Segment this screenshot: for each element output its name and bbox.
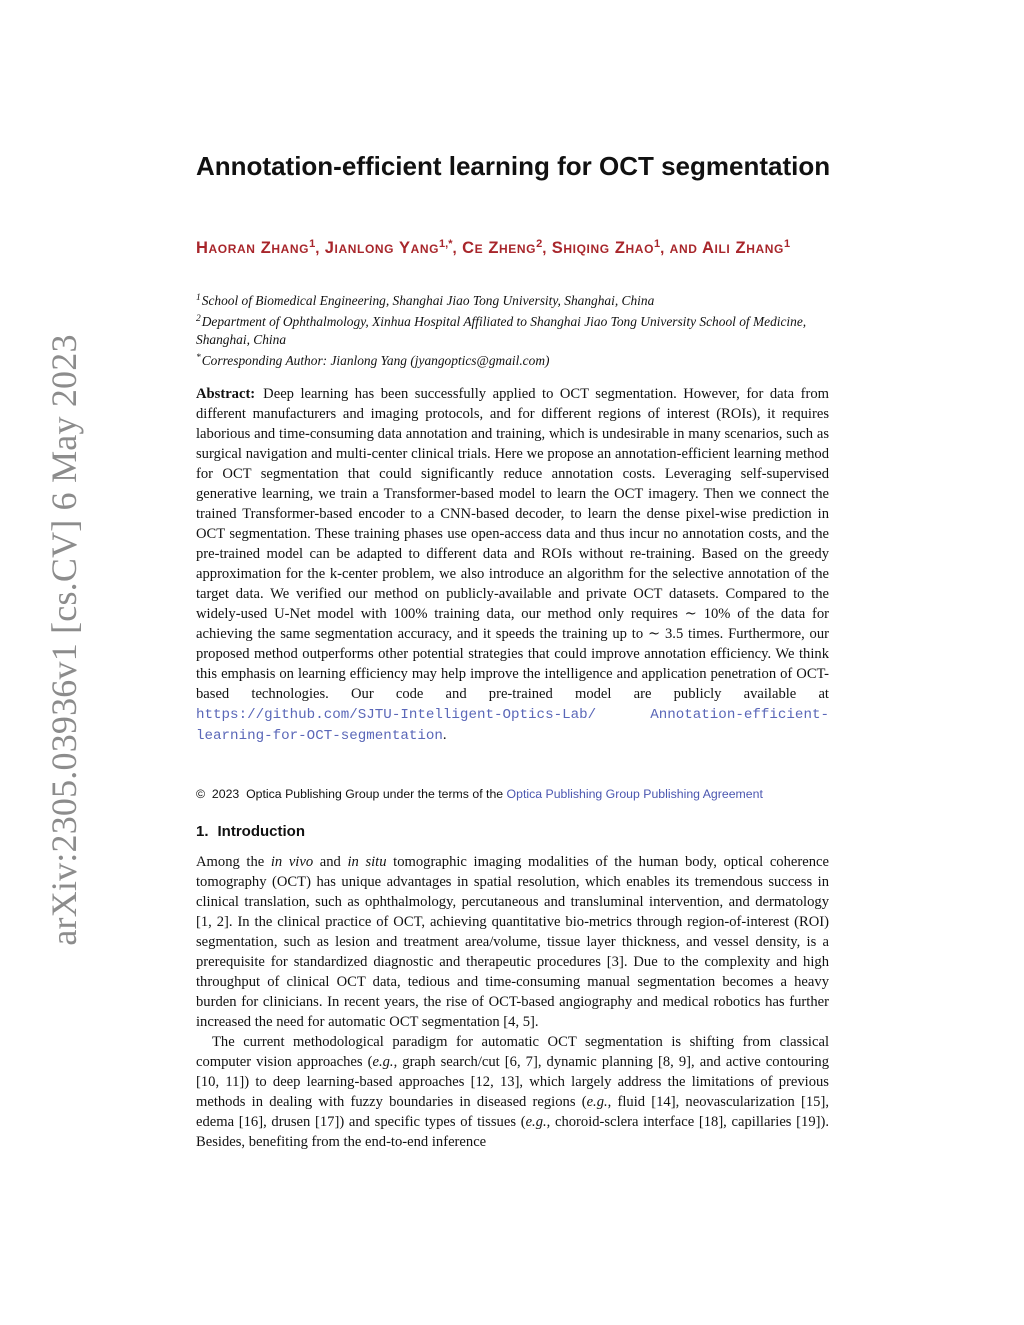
section-title: Introduction: [217, 823, 305, 840]
paper-title: Annotation-efficient learning for OCT segmentation: [196, 151, 831, 181]
paragraph-text: , choroid-sclera interface [18], capillaries [19]). Besides, benefiting from the end-to-end inference: [196, 1114, 830, 1150]
author-entry: [325, 240, 462, 257]
affiliation-mark: 1: [196, 293, 201, 303]
affiliation-text: School of Biomedical Engineering, Shanghai Jiao Tong University, Shanghai, China: [201, 293, 655, 308]
italic-text: e.g.: [372, 1054, 394, 1070]
author-affiliation-mark: 1,*: [439, 238, 453, 250]
author-name: Haoran Zhang: [196, 239, 310, 257]
author-name: Jianlong Yang: [324, 239, 440, 257]
abstract-label: Abstract:: [196, 386, 256, 402]
code-repository-link[interactable]: https://github.com/SJTU-Intelligent-Optics-Lab/ Annotation-efficient-learning-for-OCT-segmentation: [196, 707, 829, 744]
author-entry: [196, 240, 325, 257]
affiliation-mark: 2: [196, 314, 201, 324]
copyright-notice: [196, 785, 836, 803]
paragraph-text: The current methodological paradigm for automatic OCT segmentation is shifting from classical computer vision approaches (: [196, 1034, 829, 1070]
author-affiliation-mark: 1: [654, 238, 661, 250]
affiliation-line: [196, 310, 832, 349]
copyright-symbol: ©: [196, 787, 206, 801]
copyright-text: Optica Publishing Group under the terms of the: [246, 787, 504, 801]
author-separator: ,: [542, 240, 552, 257]
author-affiliation-mark: 1: [783, 238, 791, 250]
section-number: 1.: [196, 823, 209, 840]
affiliation-line: [196, 289, 832, 310]
arxiv-stamp: arXiv:2305.03936v1 [cs.CV] 6 May 2023: [44, 334, 84, 946]
paragraph-text: tomographic imaging modalities of the human body, optical coherence tomography (OCT) has unique advantages in spatial resolution, which enables its tremendous success in clinical translation, such as ophthalmology, percutaneous and transluminal intervention, and dermatology [1, 2]. In the clinical practice of OCT, achieving quantitative bio-metrics through region-of-interest (ROI) segmentation, such as lesion and treatment area/volume, tissue layer thickness, and vessel density, is a prerequisite for standardized diagnostic and therapeutic procedures [3]. Due to the complexity and high throughput of clinical OCT data, tedious and time-consuming manual segmentation becomes a heavy burden for clinicians. In recent years, the rise of OCT-based angiography and medical robotics has further increased the need for automatic OCT segmentation [4, 5].: [196, 854, 829, 1030]
abstract: [196, 384, 829, 746]
intro-paragraph-2: [196, 1032, 829, 1152]
author-entry: [670, 240, 790, 257]
section-heading: [196, 822, 305, 842]
affiliations: [196, 289, 832, 370]
copyright-year: 2023: [211, 787, 240, 801]
author-name: Shiqing Zhao: [551, 239, 654, 257]
italic-text: e.g.: [525, 1114, 547, 1130]
paragraph-text: , graph search/cut [6, 7], dynamic planning [8, 9], and active contouring [10, 11]) to deep learning-based approaches [12, 13], which largely address the limitations of previous methods in dealing with fuzzy boundaries in diseased regions (: [196, 1054, 829, 1110]
author-separator: ,: [452, 240, 463, 257]
italic-text: in situ: [347, 854, 387, 870]
author-list: [196, 232, 836, 261]
author-name: and Aili Zhang: [669, 239, 784, 257]
abstract-text: Deep learning has been successfully applied to OCT segmentation. However, for data from different manufacturers and imaging protocols, and for different regions of interest (ROIs), it requires laborious and time-consuming data annotation and training, which is undesirable in many scenarios, such as surgical navigation and multi-center clinical trials. Here we propose an annotation-efficient learning method for OCT segmentation that could significantly reduce annotation costs. Leveraging self-supervised generative learning, we train a Transformer-based model to learn the OCT imagery. Then we connect the trained Transformer-based encoder to a CNN-based decoder, to learn the dense pixel-wise prediction in OCT segmentation. These training phases use open-access data and thus incur no annotation costs, and the pre-trained model can be adapted to different data and ROIs without re-training. Based on the greedy approximation for the k-center problem, we also introduce an algorithm for the selective annotation of the target data. We verified our method on publicly-available and private OCT datasets. Compared to the widely-used U-Net model with 100% training data, our method only requires ∼ 10% of the data for achieving the same segmentation accuracy, and it speeds the training up to ∼ 3.5 times. Furthermore, our proposed method outperforms other potential strategies that could improve annotation efficiency. We think this emphasis on learning efficiency may help improve the intelligence and application penetration of OCT-based technologies. Our code and pre-trained model are publicly available at: [196, 386, 829, 702]
affiliation-mark: *: [196, 353, 201, 363]
italic-text: in vivo: [270, 854, 314, 870]
intro-paragraph-1: [196, 852, 829, 1032]
paragraph-text: Among the: [196, 854, 271, 870]
paragraph-text: , fluid [14], neovascularization [15], edema [16], drusen [17]) and specific types of tissues (: [196, 1094, 829, 1130]
author-entry: [462, 240, 552, 257]
publishing-agreement-link[interactable]: Optica Publishing Group Publishing Agreement: [506, 787, 763, 801]
affiliation-text: Corresponding Author: Jianlong Yang (jyangoptics@gmail.com): [201, 353, 550, 368]
author-separator: ,: [660, 240, 670, 257]
author-separator: ,: [315, 240, 325, 257]
author-entry: [552, 240, 670, 257]
introduction-body: [196, 852, 829, 1152]
paragraph-text: and: [313, 854, 348, 870]
italic-text: e.g.: [586, 1094, 608, 1110]
author-affiliation-mark: 1: [309, 238, 316, 250]
affiliation-text: Department of Ophthalmology, Xinhua Hospital Affiliated to Shanghai Jiao Tong University School of Medicine, Shanghai, China: [196, 314, 807, 347]
abstract-end: .: [442, 727, 447, 743]
author-affiliation-mark: 2: [536, 238, 543, 250]
author-name: Ce Zheng: [462, 239, 537, 257]
affiliation-line: [196, 349, 832, 370]
